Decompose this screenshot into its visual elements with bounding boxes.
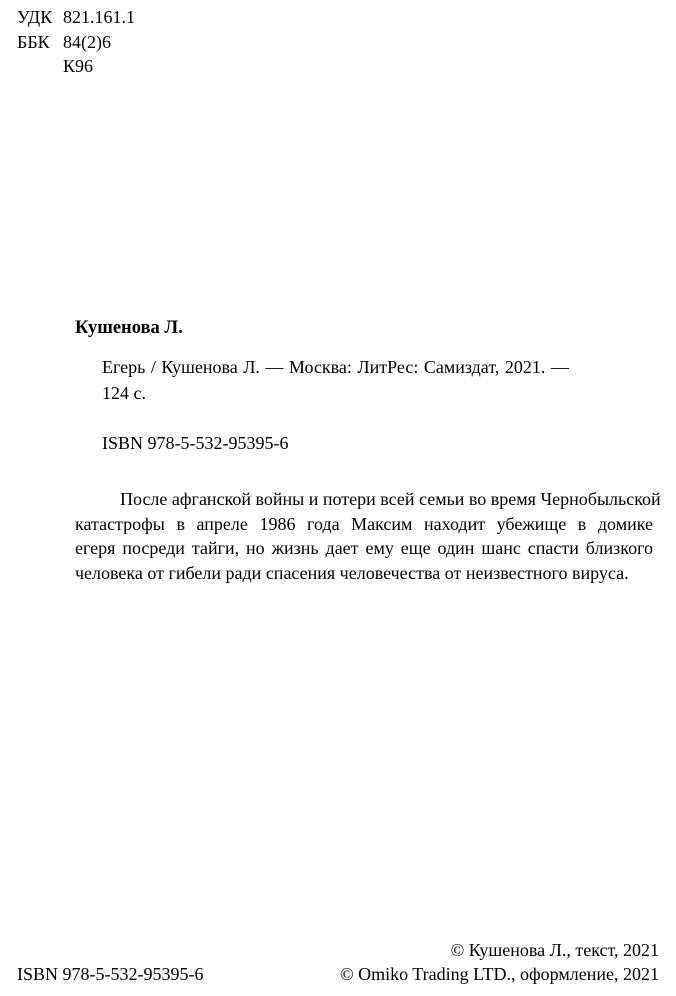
bibliographic-line-1: Егерь / Кушенова Л. — Москва: ЛитРес: Самиздат, 2021. — [102, 357, 569, 377]
bibliographic-line-2: 124 с. [102, 383, 146, 403]
udk-label: УДК [17, 7, 53, 27]
copyright-design: © Omiko Trading LTD., оформление, 2021 [339, 964, 659, 984]
annotation-line: егеря посреди тайги, но жизнь дает ему еще один шанс спасти близкого [75, 538, 653, 558]
isbn-footer: ISBN 978-5-532-95395-6 [17, 964, 204, 984]
isbn-main: ISBN 978-5-532-95395-6 [102, 433, 289, 453]
annotation-line: катастрофы в апреле 1986 года Максим находит убежище в домике [75, 513, 653, 534]
bbk-label: ББК [17, 32, 50, 52]
annotation-line: После афганской войны и потери всей семьи во время Чернобыльской [120, 489, 661, 509]
annotation-line: человека от гибели ради спасения человечества от неизвестного вируса. [75, 562, 629, 583]
author-mark: К96 [63, 56, 94, 76]
udk-value: 821.161.1 [63, 7, 135, 27]
bbk-value: 84(2)6 [63, 32, 111, 52]
annotation-paragraph [75, 487, 661, 585]
copyright-text: © Кушенова Л., текст, 2021 [450, 940, 659, 960]
author-heading: Кушенова Л. [75, 318, 183, 338]
